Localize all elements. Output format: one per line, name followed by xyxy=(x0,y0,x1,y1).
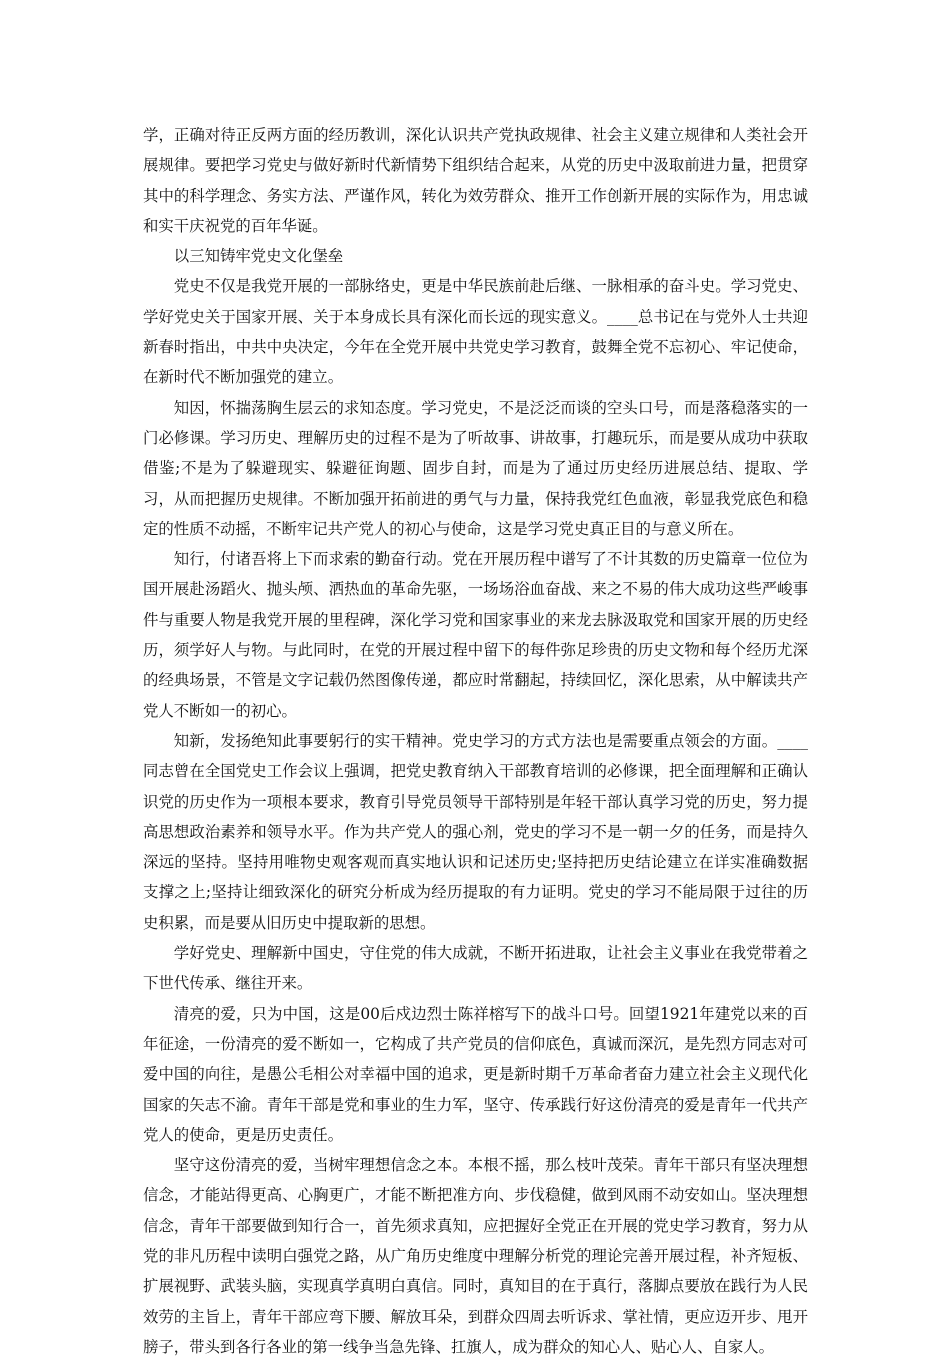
paragraph-continued: 学，正确对待正反两方面的经历教训，深化认识共产党执政规律、社会主义建立规律和人类社会开展规律。要把学习党史与做好新时代新情势下组织结合起来，从党的历史中汲取前进力量，把贯穿其中的科学理念、务实方法、严谨作风，转化为效劳群众、推开工作创新开展的实际作为，用忠诚和实干庆祝党的百年华诞。 xyxy=(143,126,808,235)
paragraph: 坚守这份清亮的爱，当树牢理想信念之本。本根不摇，那么枝叶茂荣。青年干部只有坚决理想信念，才能站得更高、心胸更广，才能不断把准方向、步伐稳健，做到风雨不动安如山。坚决理想信念，青年干部要做到知行合一，首先须求真知，应把握好全党正在开展的党史学习教育，努力从党的非凡历程中读明白强党之路，从广角历史维度中理解分析党的理论完善开展过程，补齐短板、扩展视野、武装头脑，实现真学真明白真信。同时，真知目的在于真行，落脚点要放在践行为人民效劳的主旨上，青年干部应弯下腰、解放耳朵，到群众四周去听诉求、掌社情，更应迈开步、甩开膀子，带头到各行各业的第一线争当急先锋、扛旗人，成为群众的知心人、贴心人、自家人。 xyxy=(143,1156,808,1356)
paragraph: 知行，付诸吾将上下而求索的勤奋行动。党在开展历程中谱写了不计其数的历史篇章一位位为国开展赴汤蹈火、抛头颅、洒热血的革命先驱，一场场浴血奋战、来之不易的伟大成功这些严峻事件与重要人物是我党开展的里程碑，深化学习党和国家事业的来龙去脉汲取党和国家开展的历史经历，须学好人与物。与此同时，在党的开展过程中留下的每件弥足珍贵的历史文物和每个经历尤深的经典场景，不管是文字记载仍然图像传递，都应时常翻起，持续回忆，深化思索，从中解读共产党人不断如一的初心。 xyxy=(143,550,808,720)
paragraph: 清亮的爱，只为中国，这是00后戍边烈士陈祥榕写下的战斗口号。回望1921年建党以来的百年征途，一份清亮的爱不断如一，它构成了共产党员的信仰底色，真诚而深沉，是先烈方同志对可爱中国的向往，是愚公毛相公对幸福中国的追求，更是新时期千万革命者奋力建立社会主义现代化国家的矢志不渝。青年干部是党和事业的生力军，坚守、传承践行好这份清亮的爱是青年一代共产党人的使命，更是历史责任。 xyxy=(143,1004,808,1144)
document-page xyxy=(143,120,808,1362)
paragraph: 知新，发扬绝知此事要躬行的实干精神。党史学习的方式方法也是需要重点领会的方面。____同志曾在全国党史工作会议上强调，把党史教育纳入干部教育培训的必修课，把全面理解和正确认识党的历史作为一项根本要求，教育引导党员领导干部特别是年轻干部认真学习党的历史，努力提高思想政治素养和领导水平。作为共产党人的强心剂，党史的学习不是一朝一夕的任务，而是持久深远的坚持。坚持用唯物史观客观而真实地认识和记述历史;坚持把历史结论建立在详实准确数据支撑之上;坚持让细致深化的研究分析成为经历提取的有力证明。党史的学习不能局限于过往的历史积累，而是要从旧历史中提取新的思想。 xyxy=(143,731,808,932)
section-heading: 以三知铸牢党史文化堡垒 xyxy=(173,247,344,266)
paragraph: 知因，怀揣荡胸生层云的求知态度。学习党史，不是泛泛而谈的空头口号，而是落稳落实的一门必修课。学习历史、理解历史的过程不是为了听故事、讲故事，打趣玩乐，而是要从成功中获取借鉴;不是为了躲避现实、躲避征询题、固步自封，而是为了通过历史经历进展总结、提取、学习，从而把握历史规律。不断加强开拓前进的勇气与力量，保持我党红色血液，彰显我党底色和稳定的性质不动摇，不断牢记共产党人的初心与使命，这是学习党史真正目的与意义所在。 xyxy=(143,398,808,538)
paragraph: 党史不仅是我党开展的一部脉络史，更是中华民族前赴后继、一脉相承的奋斗史。学习党史、学好党史关于国家开展、关于本身成长具有深化而长远的现实意义。____总书记在与党外人士共迎新春时指出，中共中央决定，今年在全党开展中共党史学习教育，鼓舞全党不忘初心、牢记使命，在新时代不断加强党的建立。 xyxy=(143,277,808,387)
paragraph: 学好党史、理解新中国史，守住党的伟大成就，不断开拓进取，让社会主义事业在我党带着之下世代传承、继往开来。 xyxy=(143,944,808,993)
